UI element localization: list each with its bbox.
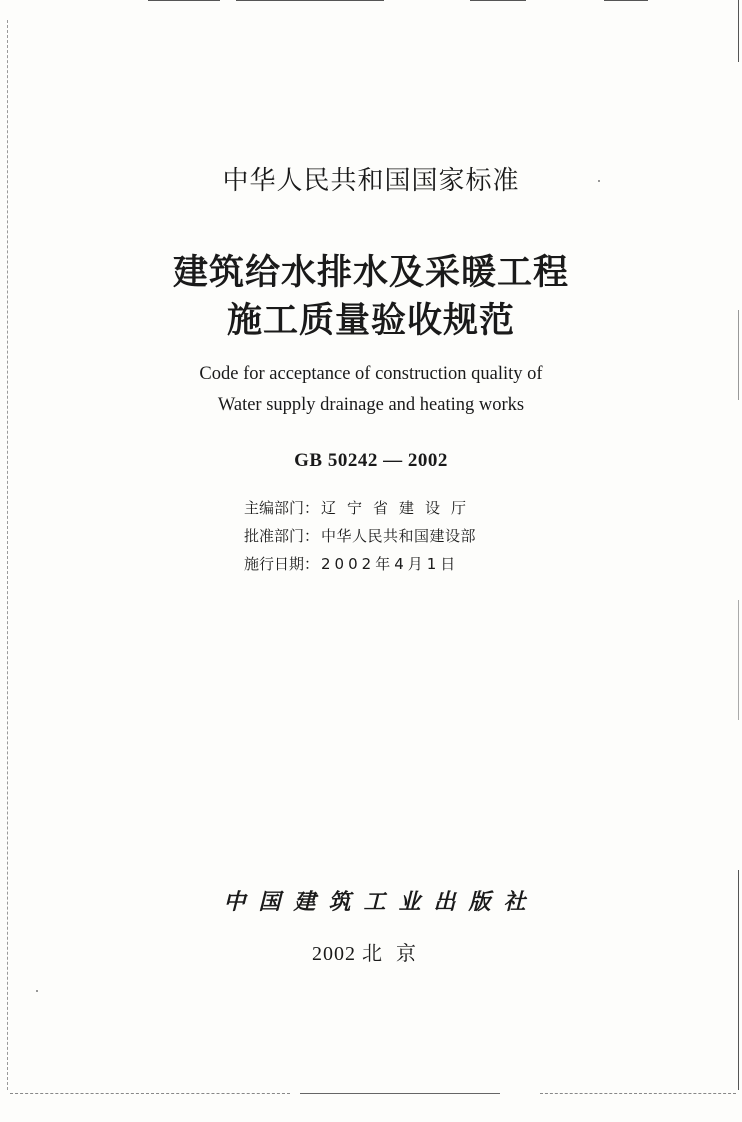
meta-label: 施行日期： — [244, 555, 320, 573]
scan-edge-top — [604, 0, 648, 1]
scan-edge-top — [470, 0, 526, 1]
scan-speck — [36, 990, 38, 992]
scan-edge-right — [738, 0, 739, 62]
publication-place — [0, 937, 742, 966]
title-en-line-1: Code for acceptance of construction quality of — [199, 364, 543, 384]
meta-label: 批准部门： — [244, 527, 320, 545]
title-cn-line-2: 施工质量验收规范 — [226, 300, 515, 341]
standard-type: 中华人民共和国国家标准 — [222, 166, 520, 196]
publication-year: 2002 — [312, 943, 356, 965]
publication-city: 北京 — [362, 943, 430, 965]
scan-edge-bottom — [540, 1093, 736, 1094]
title-cn-line-1: 建筑给水排水及采暖工程 — [172, 252, 569, 293]
meta-effective-date — [244, 553, 459, 574]
meta-value: 辽宁省建设厅 — [321, 499, 478, 517]
meta-label: 主编部门： — [244, 499, 320, 517]
standard-code: GB 50242 — 2002 — [294, 450, 448, 471]
meta-value: 2002年4月1日 — [321, 555, 460, 573]
scan-edge-bottom — [10, 1093, 290, 1094]
meta-value: 中华人民共和国建设部 — [321, 527, 477, 545]
scan-edge-bottom — [300, 1093, 500, 1094]
meta-approver — [244, 525, 476, 546]
scan-edge-right — [738, 600, 739, 720]
scan-edge-top — [236, 0, 384, 1]
scan-edge-top — [148, 0, 220, 1]
meta-editor — [244, 497, 477, 518]
title-en-line-2: Water supply drainage and heating works — [217, 395, 525, 415]
publisher: 中国建筑工业出版社 — [223, 889, 539, 915]
